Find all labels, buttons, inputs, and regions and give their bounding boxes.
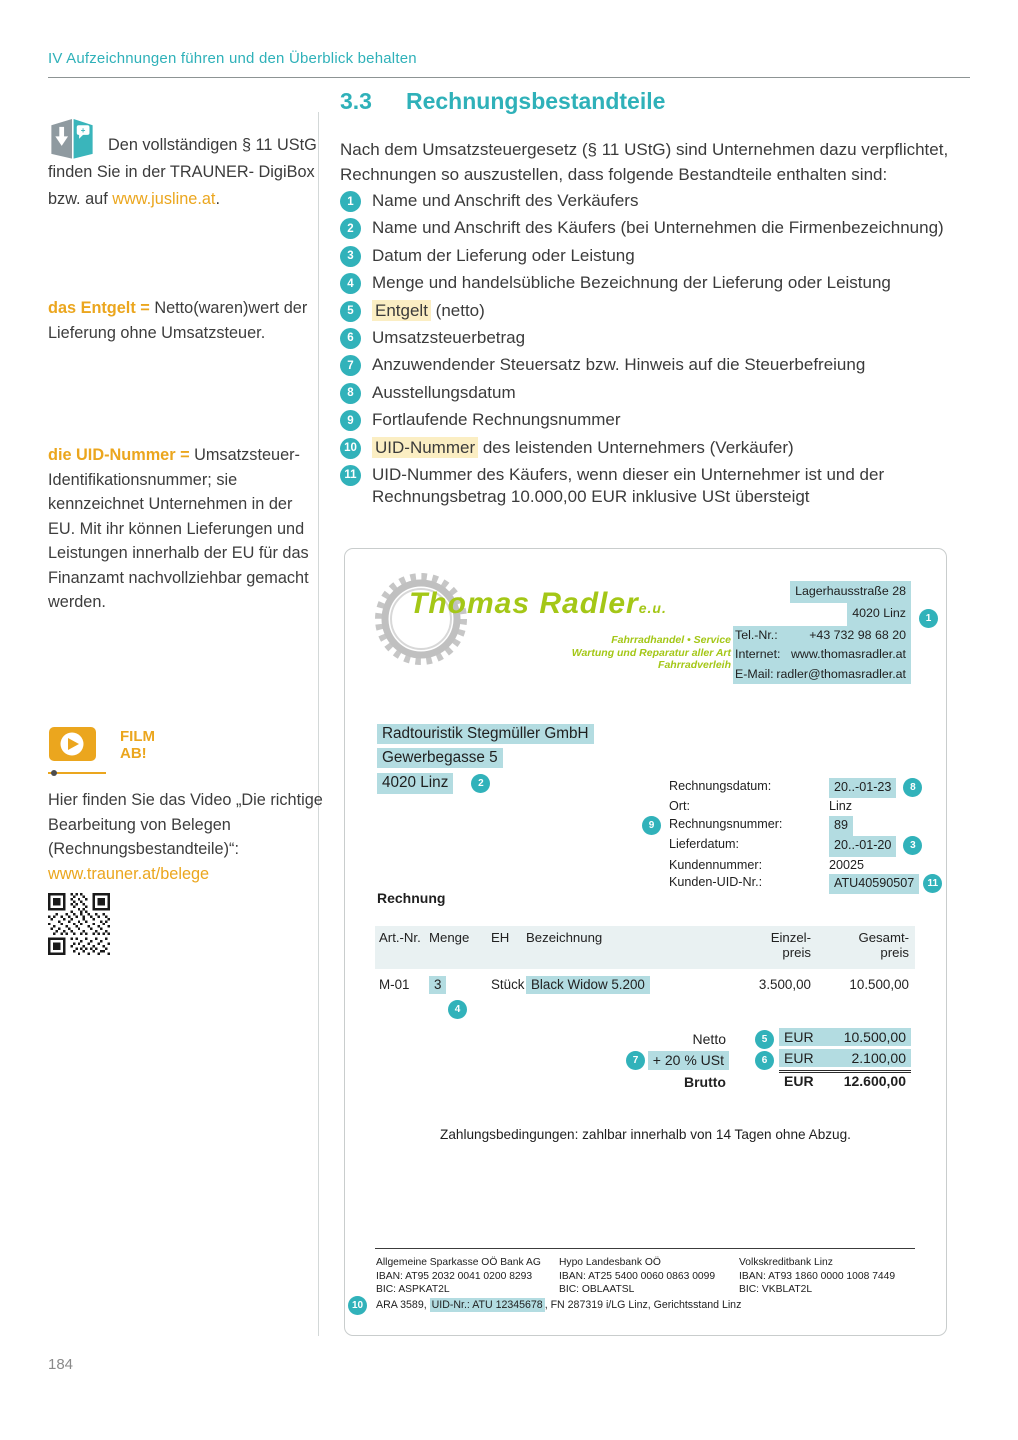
meta-row: Kunden-UID-Nr.: ATU40590507 11 — [669, 874, 925, 894]
col-artnr: Art.-Nr. — [379, 930, 421, 945]
delivery-date: 20..-01-20 — [829, 836, 896, 856]
netto-amount: 10.500,00 — [843, 1029, 906, 1045]
badge-delivery-date: 3 — [903, 836, 922, 855]
ust-label: + 20 % USt — [648, 1052, 729, 1068]
seller-email: radler@thomasradler.at — [776, 666, 906, 681]
item-number-badge: 7 — [340, 355, 361, 376]
svg-text:+: + — [80, 126, 86, 136]
badge-ust: 6 — [755, 1051, 774, 1070]
bank-bic: BIC: ASPKAT2L — [376, 1284, 450, 1295]
meta-row: Ort: Linz — [669, 798, 925, 815]
sample-invoice — [344, 548, 947, 1336]
customer-uid: ATU40590507 — [829, 874, 919, 894]
list-item: 6 Umsatzsteuerbetrag — [340, 327, 990, 349]
header-rule — [48, 77, 970, 78]
invoice-date: 20..-01-23 — [829, 778, 896, 798]
row-menge: 3 — [429, 977, 446, 992]
badge-tax-rate: 7 — [626, 1051, 645, 1070]
row-artnr: M-01 — [379, 977, 410, 992]
col-bezeichnung: Bezeichnung — [526, 930, 603, 945]
buyer-address-block — [377, 725, 594, 794]
badge-customer-uid: 11 — [923, 874, 942, 893]
digibox-note-text: Den vollständigen § 11 UStG finden Sie in der TRAUNER- DigiBox bzw. auf — [48, 136, 317, 208]
bank-name: Volkskreditbank Linz — [739, 1257, 833, 1268]
meta-row: 9 Rechnungsnummer: 89 — [669, 816, 925, 836]
brutto-amount-row: EUR 12.600,00 — [784, 1073, 906, 1089]
item-number-badge: 10 — [340, 438, 361, 459]
meta-row: Lieferdatum: 20..-01-20 3 — [669, 836, 925, 856]
item-number-badge: 5 — [340, 301, 361, 322]
netto-label: Netto — [692, 1031, 726, 1047]
col-eh: EH — [491, 930, 510, 945]
item-number-badge: 8 — [340, 383, 361, 404]
seller-phone-label: Tel.-Nr.: — [735, 627, 778, 642]
item-number-badge: 3 — [340, 246, 361, 267]
ust-amount: 2.100,00 — [851, 1050, 906, 1066]
list-item: 7 Anzuwendender Steuersatz bzw. Hinweis auf die Steuerbefreiung — [340, 354, 990, 376]
list-item: 3 Datum der Lieferung oder Leistung — [340, 245, 990, 267]
list-item: 8 Ausstellungsdatum — [340, 382, 990, 404]
badge-seller: 1 — [919, 609, 938, 628]
uid-text: Umsatzsteuer-Identifikationsnummer; sie kennzeichnet Unternehmen in der EU. Mit ihr können Lieferungen und Leistungen innerhalb der EU für das Finanzamt nachvollziehbar gemacht werden. — [48, 446, 309, 611]
belege-link[interactable]: www.trauner.at/belege — [48, 864, 210, 883]
legal-line: ARA 3589, UID-Nr.: ATU 12345678 , FN 287319 i/LG Linz, Gerichtsstand Linz — [376, 1299, 742, 1311]
bank-iban: IBAN: AT93 1860 0000 1008 7449 — [739, 1270, 896, 1282]
col-einzelpreis: Einzel- preis — [770, 930, 811, 960]
intro-paragraph: Nach dem Umsatzsteuergesetz (§ 11 UStG) sind Unternehmen dazu verpflichtet, Rechnungen so auszustellen, dass folgende Bestandteile enthalten sind: — [340, 140, 949, 184]
bank-name: Allgemeine Sparkasse OÖ Bank AG — [376, 1257, 541, 1268]
film-block — [48, 726, 324, 960]
ust-amount-row: EUR 2.100,00 — [779, 1049, 911, 1067]
uid-term: die UID-Nummer = — [48, 446, 190, 464]
film-ab-label: FILM AB! — [120, 728, 155, 762]
chapter-header: IV Aufzeichnungen führen und den Überblick behalten — [48, 50, 417, 67]
buyer-name: Radtouristik Stegmüller GmbH — [377, 724, 594, 744]
video-note: Hier finden Sie das Video „Die richtige Bearbeitung von Belegen (Rechnungsbestandteile)“: — [48, 791, 323, 858]
components-list — [340, 190, 990, 513]
section-title: Rechnungsbestandteile — [405, 88, 666, 114]
progress-dot — [51, 770, 57, 776]
seller-website: www.thomasradler.at — [790, 647, 906, 662]
row-gesamtpreis: 10.500,00 — [849, 977, 909, 992]
qr-code — [48, 893, 324, 960]
row-einzelpreis: 3.500,00 — [758, 977, 811, 992]
brutto-amount: 12.600,00 — [843, 1073, 906, 1089]
row-eh: Stück — [491, 977, 525, 992]
col-gesamtpreis: Gesamt- preis — [858, 930, 909, 960]
jusline-link[interactable]: www.jusline.at — [112, 190, 216, 208]
customer-number: 20025 — [829, 857, 865, 872]
meta-row: Kundennummer: 20025 — [669, 857, 925, 874]
section-heading — [340, 88, 665, 115]
bank-column — [376, 1256, 541, 1297]
page-number: 184 — [48, 1356, 74, 1373]
item-number-badge: 2 — [340, 218, 361, 239]
entgelt-term: das Entgelt = — [48, 299, 150, 317]
item-number-badge: 11 — [340, 465, 361, 486]
list-item: 1 Name und Anschrift des Verkäufers — [340, 190, 990, 212]
bank-iban: IBAN: AT25 5400 0060 0863 0099 — [559, 1270, 716, 1282]
brutto-label: Brutto — [684, 1074, 726, 1090]
buyer-street: Gewerbegasse 5 — [377, 748, 503, 768]
digibox-note-suffix: . — [215, 190, 220, 208]
seller-street: Lagerhausstraße 28 — [790, 581, 911, 603]
badge-buyer: 2 — [471, 774, 490, 793]
item-number-badge: 9 — [340, 410, 361, 431]
section-number: 3.3 — [340, 88, 372, 114]
list-item: 11 UID-Nummer des Käufers, wenn dieser ein Unternehmer ist und der Rechnungsbetrag 10.000,00 EUR inklusive USt übersteigt — [340, 464, 990, 508]
badge-invoice-date: 8 — [903, 778, 922, 797]
bank-bic: BIC: VKBLAT2L — [739, 1284, 813, 1295]
item-number-badge: 6 — [340, 328, 361, 349]
bank-column — [739, 1256, 895, 1297]
list-item: 2 Name und Anschrift des Käufers (bei Unternehmen die Firmenbezeichnung) — [340, 217, 990, 239]
entgelt-definition — [48, 296, 324, 345]
meta-row: Rechnungsdatum: 20..-01-23 8 — [669, 778, 925, 798]
seller-city: 4020 Linz — [847, 603, 911, 625]
list-item: 9 Fortlaufende Rechnungsnummer — [340, 409, 990, 431]
item-number-badge: 1 — [340, 191, 361, 212]
payment-terms: Zahlungsbedingungen: zahlbar innerhalb von 14 Tagen ohne Abzug. — [440, 1127, 851, 1142]
seller-contact-block — [733, 581, 911, 684]
list-item: 10 UID-Nummer des leistenden Unternehmers (Verkäufer) — [340, 437, 990, 459]
seller-uid: UID-Nr.: ATU 12345678 — [431, 1299, 543, 1311]
badge-quantity: 4 — [448, 1000, 467, 1019]
invoice-doc-title: Rechnung — [377, 890, 446, 906]
bank-column — [559, 1256, 715, 1297]
bank-name: Hypo Landesbank OÖ — [559, 1257, 661, 1268]
badge-seller-uid: 10 — [348, 1296, 367, 1315]
seller-mail-label: E-Mail: — [735, 666, 774, 681]
list-item: 4 Menge und handelsübliche Bezeichnung der Lieferung oder Leistung — [340, 272, 990, 294]
bank-bic: BIC: OBLAATSL — [559, 1284, 635, 1295]
entgelt-text: Netto(waren)wert der Lieferung ohne Umsatzsteuer. — [48, 299, 308, 342]
badge-invoice-number: 9 — [642, 816, 661, 835]
netto-amount-row: EUR 10.500,00 — [779, 1028, 911, 1046]
bank-iban: IBAN: AT95 2032 0041 0200 8293 — [376, 1270, 533, 1282]
item-number-badge: 4 — [340, 273, 361, 294]
play-icon — [48, 726, 106, 774]
company-logo-text: Thomas Radlere.u. — [409, 587, 667, 620]
seller-web-label: Internet: — [735, 647, 781, 662]
footer-rule — [375, 1248, 915, 1249]
belege-link-line — [48, 862, 324, 887]
uid-definition — [48, 443, 324, 615]
col-menge: Menge — [429, 930, 470, 945]
digibox-note — [48, 132, 324, 213]
logo-taglines: Fahrradhandel • Service Wartung und Reparatur aller Art Fahrradverleih — [571, 634, 731, 671]
seller-phone: +43 732 98 68 20 — [809, 627, 906, 642]
list-item: 5 Entgelt (netto) — [340, 300, 990, 322]
invoice-meta-block — [648, 778, 939, 894]
invoice-number: 89 — [829, 816, 853, 836]
buyer-city: 4020 Linz — [377, 773, 453, 794]
invoice-place: Linz — [829, 799, 853, 814]
film-header — [48, 726, 324, 774]
row-bezeichnung: Black Widow 5.200 — [526, 977, 650, 992]
badge-netto: 5 — [755, 1030, 774, 1049]
progress-bar — [48, 772, 106, 774]
